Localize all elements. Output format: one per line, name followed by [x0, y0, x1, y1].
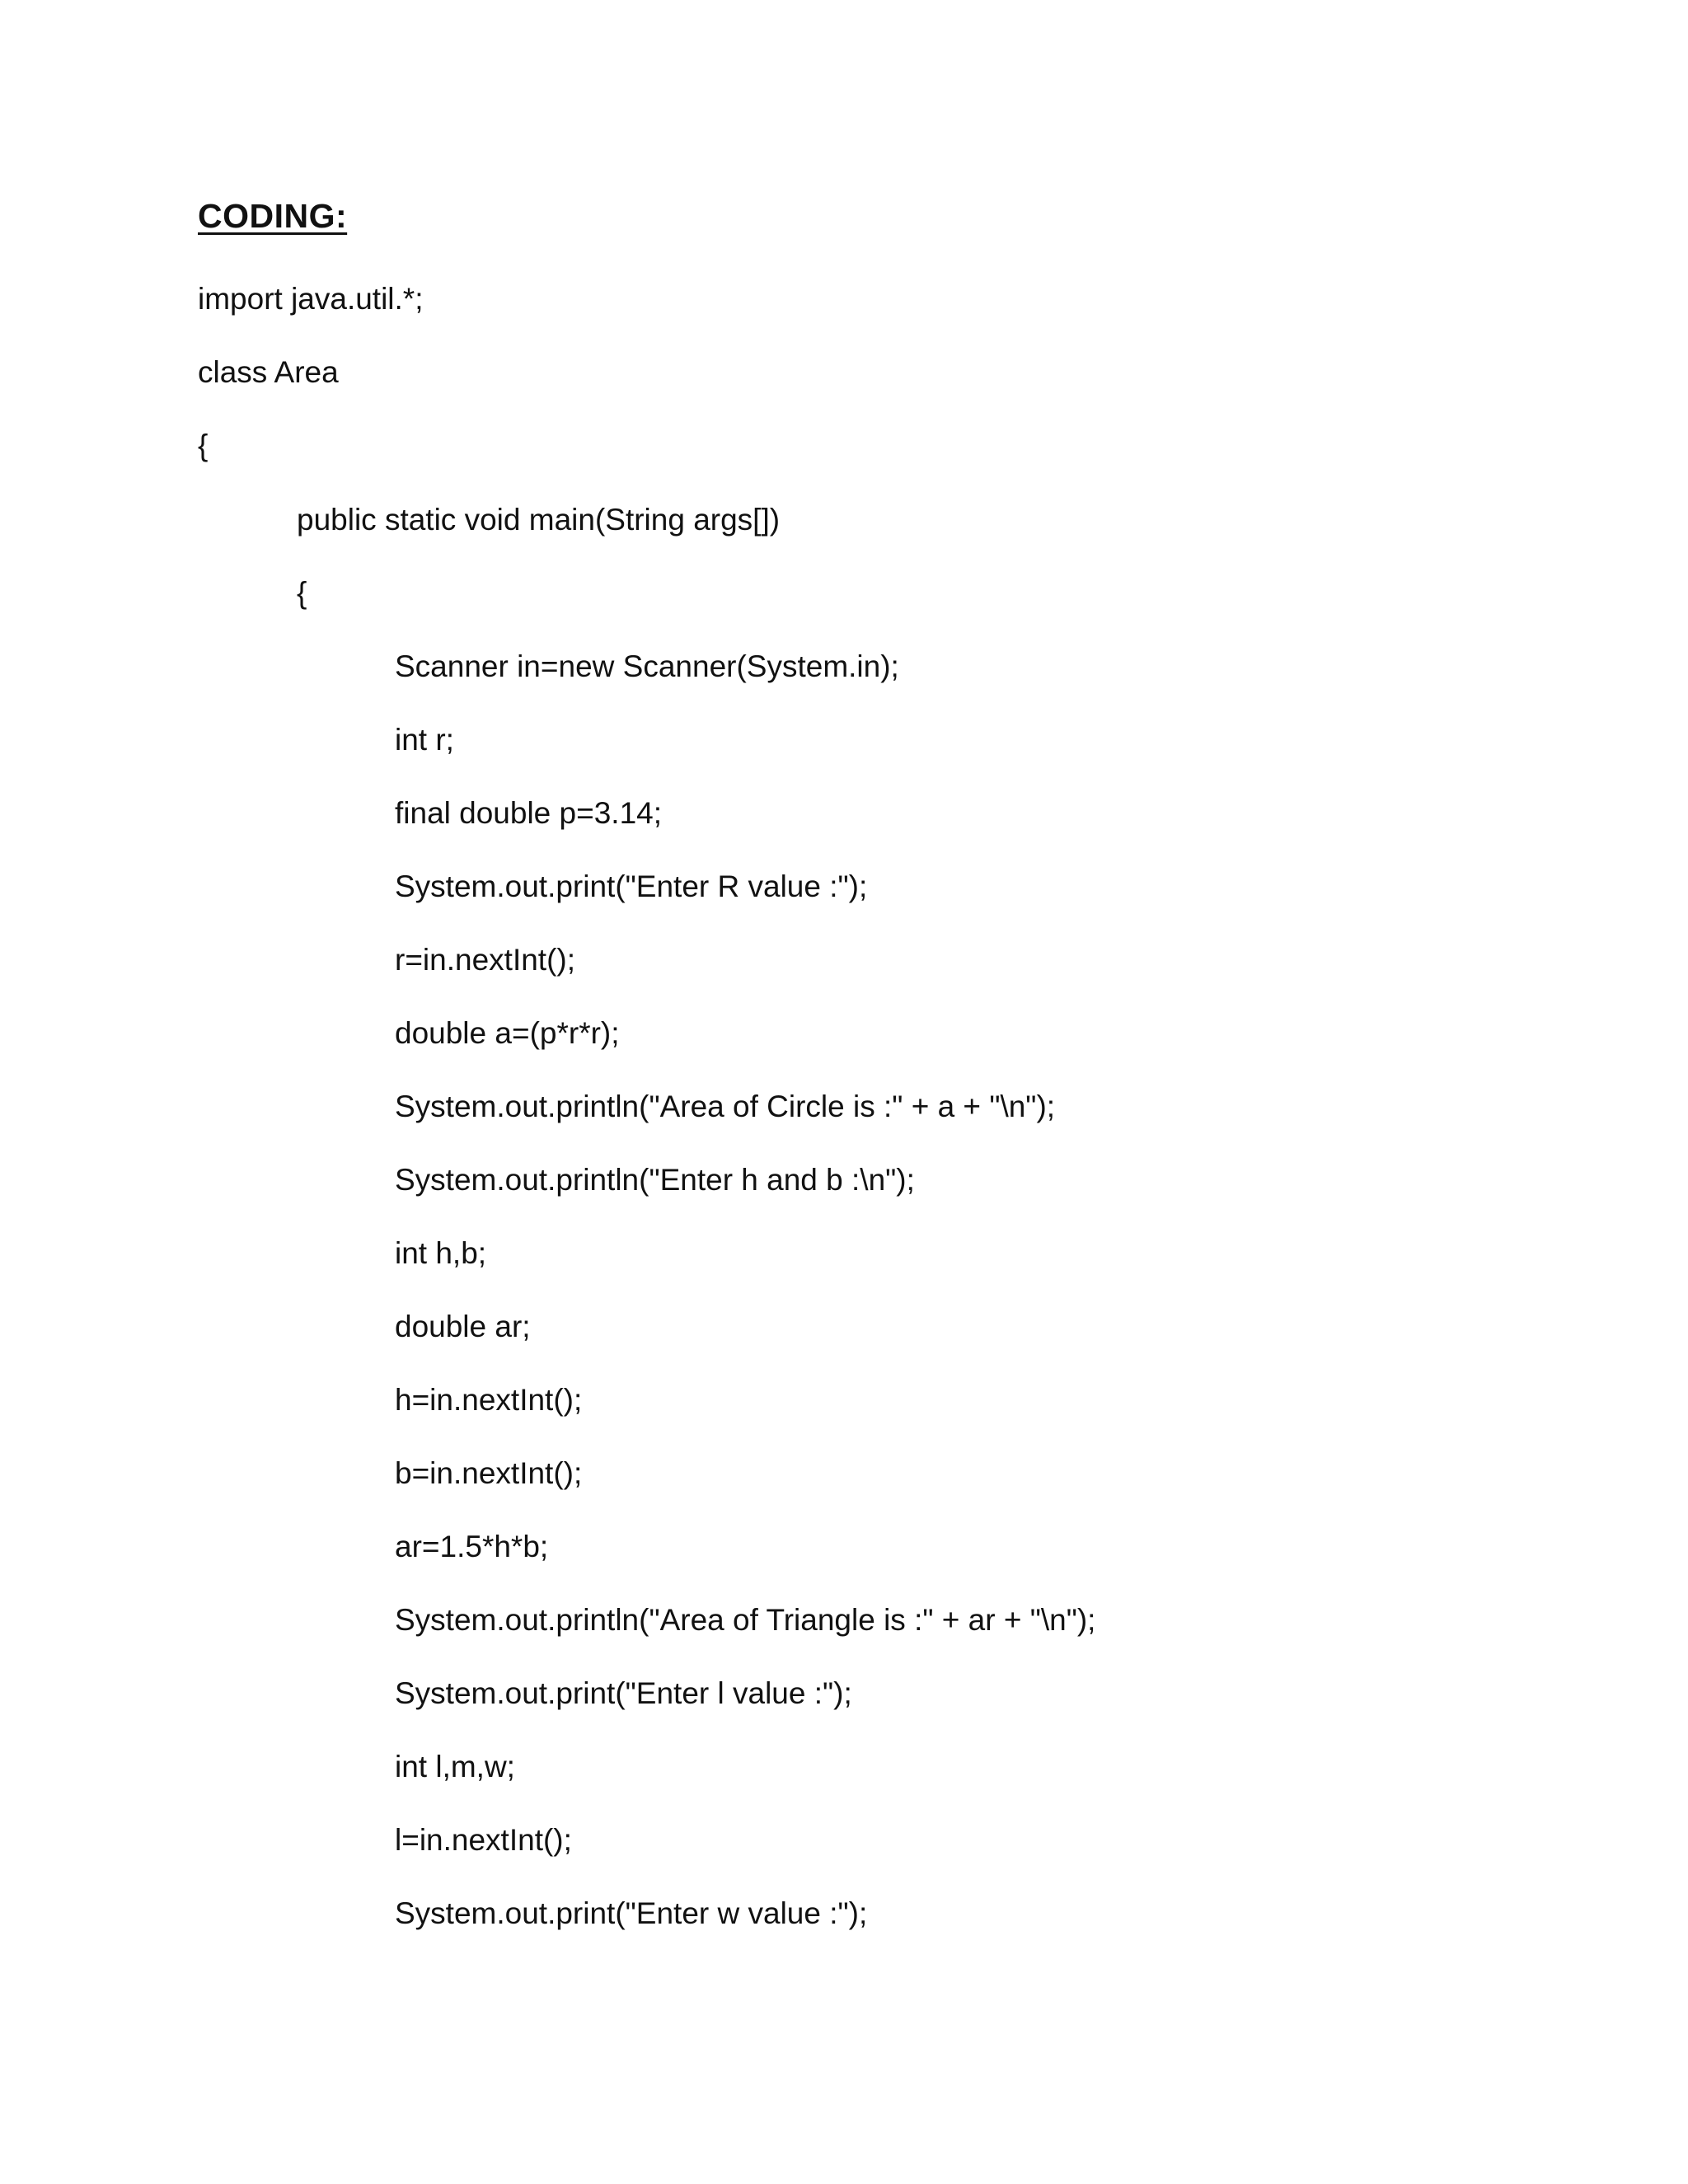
- code-line: System.out.print("Enter w value :");: [395, 1896, 868, 1930]
- code-line: ar=1.5*h*b;: [395, 1530, 549, 1563]
- section-heading: CODING:: [198, 197, 348, 235]
- code-line: {: [297, 576, 307, 610]
- code-line: class Area: [198, 355, 339, 389]
- code-line: double ar;: [395, 1310, 531, 1343]
- code-line: r=in.nextInt();: [395, 943, 576, 977]
- code-line: System.out.println("Area of Triangle is :" + ar + "\n");: [395, 1603, 1096, 1637]
- code-line: b=in.nextInt();: [395, 1456, 583, 1490]
- code-line: l=in.nextInt();: [395, 1823, 572, 1857]
- code-line: import java.util.*;: [198, 282, 424, 316]
- code-line: System.out.print("Enter l value :");: [395, 1676, 852, 1710]
- code-line: public static void main(String args[]): [297, 503, 781, 537]
- code-line: int r;: [395, 723, 454, 757]
- code-line: {: [198, 429, 209, 462]
- code-line: System.out.print("Enter R value :");: [395, 869, 868, 903]
- code-line: System.out.println("Enter h and b :\n");: [395, 1163, 915, 1197]
- code-line: int l,m,w;: [395, 1750, 515, 1783]
- code-line: Scanner in=new Scanner(System.in);: [395, 649, 899, 683]
- code-line: int h,b;: [395, 1236, 487, 1270]
- code-line: System.out.println("Area of Circle is :" + a + "\n");: [395, 1090, 1056, 1123]
- code-line: h=in.nextInt();: [395, 1383, 583, 1417]
- code-line: final double p=3.14;: [395, 796, 663, 830]
- code-line: double a=(p*r*r);: [395, 1016, 620, 1050]
